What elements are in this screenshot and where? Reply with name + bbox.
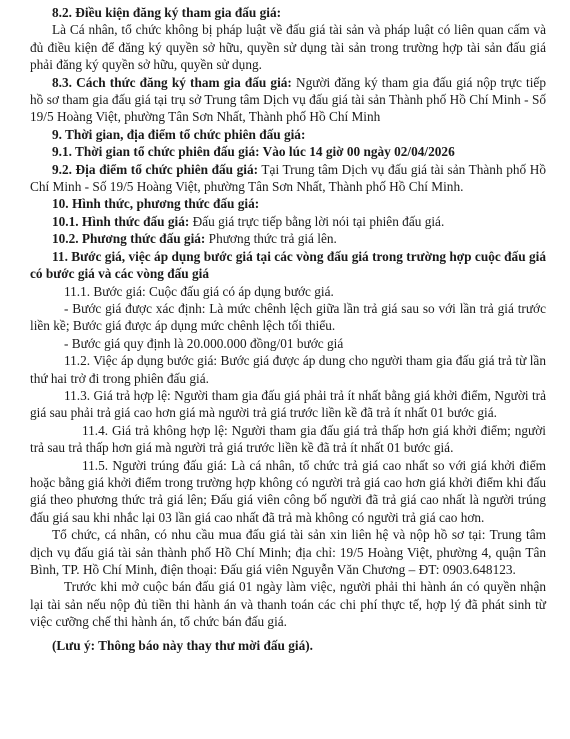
section-8-2-body: Là Cá nhân, tổ chức không bị pháp luật về đấu giá tài sản và pháp luật có liên quan cấm và đủ điều kiện để đăng ký quyền sở hữu, quyền sử dụng tài sản trong trường hợp tài sản đấu giá phải đăng ký quyền sở hữu, quyền sử dụng.	[30, 22, 546, 73]
section-11-2: 11.2. Việc áp dụng bước giá: Bước giá được áp dung cho người tham gia đấu giá trả từ lần thứ hai trở đi trong phiên đấu giá.	[30, 353, 546, 386]
section-9-2-title: 9.2. Địa điểm tổ chức phiên đấu giá:	[52, 161, 259, 177]
section-10-2-title: 10.2. Phương thức đấu giá:	[52, 231, 206, 247]
section-9-1: 9.1. Thời gian tổ chức phiên đấu giá: Vào lúc 14 giờ 00 ngày 02/04/2026	[52, 144, 455, 160]
section-11-4: 11.4. Giá trả không hợp lệ: Người tham gia đấu giá trả thấp hơn giá khởi điểm; người trả sau trả thấp hơn giá mà người trả giá trước liền kề đã trả ít nhất 01 bước giá.	[30, 422, 546, 456]
section-11-title: 11. Bước giá, việc áp dụng bước giá tại các vòng đấu giá trong trường hợp cuộc đấu giá có bước giá và các vòng đấu giá	[30, 248, 546, 282]
section-8-3	[30, 74, 546, 126]
section-10-2-body: Phương thức trả giá lên.	[205, 231, 337, 247]
section-8-3-body: Người đăng ký tham gia đấu giá nộp trực tiếp hồ sơ tham gia đấu giá tại trụ sở Trung tâm Dịch vụ đấu giá tài sản Thành phố Hồ Chí Minh - Số 19/5 Hoàng Việt, phường Tân Sơn Nhất, Thành phố Hồ Chí Minh	[30, 74, 546, 125]
section-11-5: 11.5. Người trúng đấu giá: Là cá nhân, tổ chức trả giá cao nhất so với giá khởi điểm hoặc bằng giá khởi điểm trong trường hợp không có người trả giá cao hơn giá khởi điểm khi đấu giá theo phương thức trả giá lên; Đấu giá viên công bố người đã trả giá cao nhất là người trúng đấu giá sau khi nhắc lại 03 lần giá cao nhất đã trả mà không có người trả giá cao hơn.	[30, 457, 546, 525]
section-8-2-title: 8.2. Điều kiện đăng ký tham gia đấu giá:	[52, 5, 282, 20]
section-11-1-b: - Bước giá quy định là 20.000.000 đồng/01 bước giá	[64, 335, 344, 351]
section-9-2	[30, 161, 546, 196]
section-11-1: 11.1. Bước giá: Cuộc đấu giá có áp dụng bước giá.	[64, 283, 334, 299]
section-11-1-a: - Bước giá được xác định: Là mức chênh lệch giữa lần trả giá sau so với lần trả giá trước liền kề; Bước giá được áp dụng mức chênh lệch tối thiểu.	[30, 300, 546, 334]
section-10-2	[30, 230, 546, 247]
note: (Lưu ý: Thông báo này thay thư mời đấu giá).	[52, 637, 314, 653]
contact-paragraph: Tổ chức, cá nhân, có nhu cầu mua đấu giá tài sản xin liên hệ và nộp hồ sơ tại: Trung tâm dịch vụ đấu giá tài sản thành phố Hồ Chí Minh; địa chỉ: 19/5 Hoàng Việt, phường 4, quận Tân Bình, TP. Hồ Chí Minh, điện thoại: Đấu giá viên Nguyễn Văn Chương – ĐT: 0903.648123.	[30, 527, 546, 577]
section-10-1-title: 10.1. Hình thức đấu giá:	[52, 213, 190, 229]
section-9-title: 9. Thời gian, địa điểm tổ chức phiên đấu giá:	[52, 126, 306, 142]
section-10-1-body: Đấu giá trực tiếp bằng lời nói tại phiên đấu giá.	[189, 213, 445, 229]
section-9-2-body: Tại Trung tâm Dịch vụ đấu giá tài sản Thành phố Hồ Chí Minh - Số 19/5 Hoàng Việt, phường Tân Sơn Nhất, Thành phố Hồ Chí Minh.	[30, 161, 547, 195]
before-sale-paragraph: Trước khi mở cuộc bán đấu giá 01 ngày làm việc, người phải thi hành án có quyền nhận lại tài sản nếu nộp đủ tiền thi hành án và thanh toán các chi phí thực tế, hợp lý đã phát sinh từ việc cưỡng chế thi hành án, tổ chức bán đấu giá.	[30, 579, 546, 630]
section-10-1	[30, 213, 546, 230]
section-8-3-title: 8.3. Cách thức đăng ký tham gia đấu giá:	[52, 74, 292, 90]
section-10-title: 10. Hình thức, phương thức đấu giá:	[52, 196, 260, 212]
section-11-3: 11.3. Giá trả hợp lệ: Người tham gia đấu giá phải trả ít nhất bằng giá khởi điểm, Người trả giá sau phải trả giá cao hơn giá mà người trả giá trước liền kề đã trả ít nhất 01 bước giá.	[30, 387, 546, 421]
